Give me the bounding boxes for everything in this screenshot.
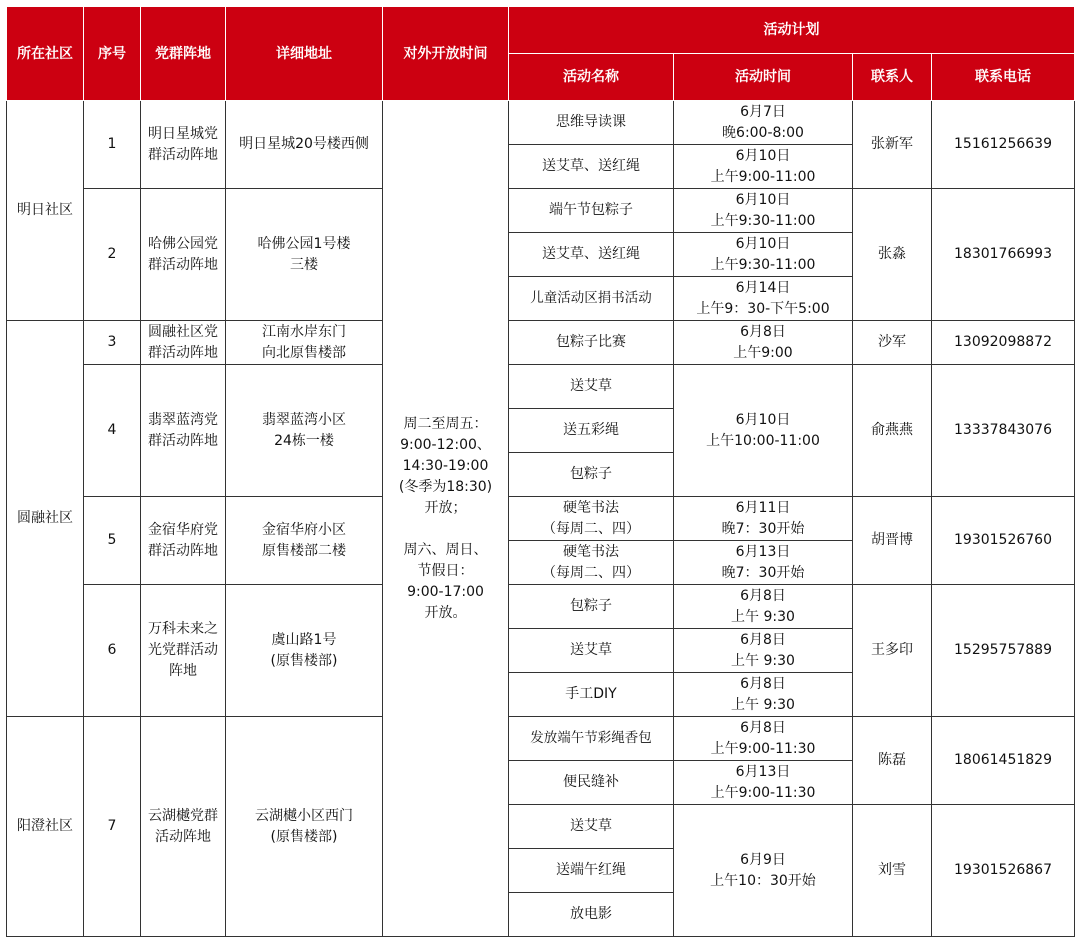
position-no: 1 bbox=[84, 101, 141, 189]
position-address: 江南水岸东门 向北原售楼部 bbox=[226, 321, 383, 365]
header-community: 所在社区 bbox=[7, 7, 84, 101]
activity-name: 送艾草 bbox=[509, 629, 674, 673]
activity-time: 6月13日 晚7：30开始 bbox=[674, 541, 853, 585]
position-no: 7 bbox=[84, 717, 141, 937]
position-address: 明日星城20号楼西侧 bbox=[226, 101, 383, 189]
activity-name: 儿童活动区捐书活动 bbox=[509, 277, 674, 321]
position-no: 2 bbox=[84, 189, 141, 321]
activity-name: 送艾草、送红绳 bbox=[509, 145, 674, 189]
position-address: 虞山路1号 (原售楼部) bbox=[226, 585, 383, 717]
contact-phone: 19301526867 bbox=[932, 805, 1075, 937]
activity-time: 6月14日 上午9：30-下午5:00 bbox=[674, 277, 853, 321]
header-activity-name: 活动名称 bbox=[509, 54, 674, 101]
activity-name: 发放端午节彩绳香包 bbox=[509, 717, 674, 761]
activity-name: 送端午红绳 bbox=[509, 849, 674, 893]
header-open-time: 对外开放时间 bbox=[383, 7, 509, 101]
activity-name: 送五彩绳 bbox=[509, 409, 674, 453]
activity-plan-table bbox=[6, 6, 1075, 937]
contact-phone: 19301526760 bbox=[932, 497, 1075, 585]
header-phone: 联系电话 bbox=[932, 54, 1075, 101]
table-row bbox=[7, 365, 1075, 409]
position-address: 翡翠蓝湾小区 24栋一楼 bbox=[226, 365, 383, 497]
contact-name: 胡晋博 bbox=[853, 497, 932, 585]
community-cell: 明日社区 bbox=[7, 101, 84, 321]
community-cell: 阳澄社区 bbox=[7, 717, 84, 937]
activity-time: 6月10日 上午10:00-11:00 bbox=[674, 365, 853, 497]
activity-name: 思维导读课 bbox=[509, 101, 674, 145]
contact-name: 张新军 bbox=[853, 101, 932, 189]
activity-name: 放电影 bbox=[509, 893, 674, 937]
activity-time: 6月10日 上午9:00-11:00 bbox=[674, 145, 853, 189]
header-activity-time: 活动时间 bbox=[674, 54, 853, 101]
activity-name: 送艾草 bbox=[509, 805, 674, 849]
position-no: 5 bbox=[84, 497, 141, 585]
contact-phone: 18301766993 bbox=[932, 189, 1075, 321]
activity-name: 包粽子比赛 bbox=[509, 321, 674, 365]
position-name: 云湖樾党群 活动阵地 bbox=[141, 717, 226, 937]
contact-phone: 18061451829 bbox=[932, 717, 1075, 805]
table-row bbox=[7, 321, 1075, 365]
activity-name: 送艾草、送红绳 bbox=[509, 233, 674, 277]
position-name: 金宿华府党 群活动阵地 bbox=[141, 497, 226, 585]
activity-time: 6月8日 上午 9:30 bbox=[674, 629, 853, 673]
header-position: 党群阵地 bbox=[141, 7, 226, 101]
position-no: 6 bbox=[84, 585, 141, 717]
position-name: 圆融社区党 群活动阵地 bbox=[141, 321, 226, 365]
position-address: 云湖樾小区西门 (原售楼部) bbox=[226, 717, 383, 937]
position-no: 3 bbox=[84, 321, 141, 365]
activity-time: 6月10日 上午9:30-11:00 bbox=[674, 189, 853, 233]
activity-time: 6月9日 上午10：30开始 bbox=[674, 805, 853, 937]
activity-time: 6月8日 上午9:00-11:30 bbox=[674, 717, 853, 761]
position-name: 翡翠蓝湾党 群活动阵地 bbox=[141, 365, 226, 497]
contact-phone: 13092098872 bbox=[932, 321, 1075, 365]
contact-phone: 15161256639 bbox=[932, 101, 1075, 189]
contact-name: 刘雪 bbox=[853, 805, 932, 937]
contact-name: 俞燕燕 bbox=[853, 365, 932, 497]
position-address: 金宿华府小区 原售楼部二楼 bbox=[226, 497, 383, 585]
activity-name: 硬笔书法 （每周二、四） bbox=[509, 497, 674, 541]
open-time-cell: 周二至周五： 9:00-12:00、 14:30-19:00 (冬季为18:30) 开放； 周六、周日、 节假日： 9:00-17:00 开放。 bbox=[383, 101, 509, 937]
activity-time: 6月7日 晚6:00-8:00 bbox=[674, 101, 853, 145]
activity-name: 便民缝补 bbox=[509, 761, 674, 805]
activity-time: 6月11日 晚7：30开始 bbox=[674, 497, 853, 541]
table-row bbox=[7, 101, 1075, 145]
community-cell: 圆融社区 bbox=[7, 321, 84, 717]
activity-name: 包粽子 bbox=[509, 585, 674, 629]
activity-time: 6月13日 上午9:00-11:30 bbox=[674, 761, 853, 805]
position-name: 万科未来之 光党群活动 阵地 bbox=[141, 585, 226, 717]
contact-name: 沙军 bbox=[853, 321, 932, 365]
activity-name: 硬笔书法 （每周二、四） bbox=[509, 541, 674, 585]
header-no: 序号 bbox=[84, 7, 141, 101]
activity-name: 送艾草 bbox=[509, 365, 674, 409]
position-no: 4 bbox=[84, 365, 141, 497]
activity-time: 6月8日 上午9:00 bbox=[674, 321, 853, 365]
position-name: 哈佛公园党 群活动阵地 bbox=[141, 189, 226, 321]
table-row bbox=[7, 717, 1075, 761]
contact-name: 张淼 bbox=[853, 189, 932, 321]
activity-time: 6月10日 上午9:30-11:00 bbox=[674, 233, 853, 277]
header-plan: 活动计划 bbox=[509, 7, 1075, 54]
contact-phone: 13337843076 bbox=[932, 365, 1075, 497]
table-row bbox=[7, 497, 1075, 541]
activity-name: 端午节包粽子 bbox=[509, 189, 674, 233]
activity-time: 6月8日 上午 9:30 bbox=[674, 585, 853, 629]
header-contact: 联系人 bbox=[853, 54, 932, 101]
table-row bbox=[7, 585, 1075, 629]
contact-phone: 15295757889 bbox=[932, 585, 1075, 717]
activity-name: 包粽子 bbox=[509, 453, 674, 497]
table-row bbox=[7, 189, 1075, 233]
position-name: 明日星城党 群活动阵地 bbox=[141, 101, 226, 189]
activity-time: 6月8日 上午 9:30 bbox=[674, 673, 853, 717]
contact-name: 陈磊 bbox=[853, 717, 932, 805]
position-address: 哈佛公园1号楼 三楼 bbox=[226, 189, 383, 321]
contact-name: 王多印 bbox=[853, 585, 932, 717]
activity-name: 手工DIY bbox=[509, 673, 674, 717]
header-address: 详细地址 bbox=[226, 7, 383, 101]
